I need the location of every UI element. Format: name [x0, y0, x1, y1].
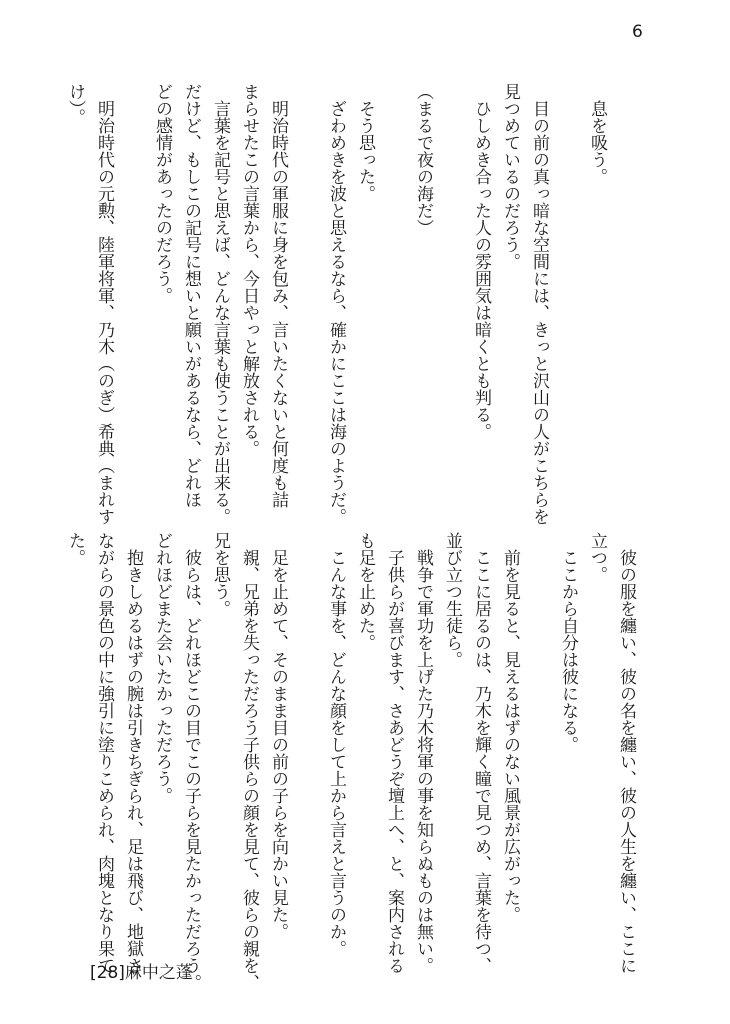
text-line: 言葉を記号と思えば、どんな言葉も使うことが出来る。	[210, 83, 230, 525]
text-line: 明治時代の元勲、陸軍将軍、乃木（のぎ）希典（まれす	[94, 83, 114, 525]
text-line: 抱きしめるはずの腕は引きちぎられ、足は飛び、地獄さ	[123, 532, 143, 974]
text-line: ここに居るのは、乃木を輝く瞳で見つめ、言葉を待つ、	[471, 532, 491, 974]
text-line: 見つめているのだろう。	[500, 83, 520, 270]
text-line: 目の前の真っ暗な空間には、きっと沢山の人がこちらを	[529, 83, 549, 525]
text-line: 戦争で軍功を上げた乃木将軍の事を知らぬものは無い。	[413, 532, 433, 974]
text-line	[524, 532, 553, 952]
text-line: け）。	[65, 83, 85, 126]
text-line	[437, 83, 466, 503]
text-line: ながらの景色の中に強引に塗りこめられ、肉塊となり果て	[94, 532, 114, 974]
text-line	[118, 83, 147, 503]
text-line: 兄を思う。	[210, 532, 230, 617]
text-line: 彼らは、どれほどこの目でこの子らを見たかっただろう。	[181, 532, 201, 991]
text-line: 親、兄弟を失っただろう子供らの顔を見て、彼らの親を、	[239, 532, 259, 991]
text-line: どれほどまた会いたかっただろう。	[152, 532, 172, 804]
text-line: こんな事を、どんな顔をして上から言えと言うのか。	[326, 532, 346, 957]
text-line: 明治時代の軍服に身を包み、言いたくないと何度も詰	[268, 83, 288, 508]
text-line: 並び立つ生徒ら。	[442, 532, 462, 668]
text-line: た。	[65, 532, 85, 566]
text-line: 子供らが喜びます、さあどうぞ壇上へ、と、案内される	[384, 532, 404, 974]
text-line	[292, 83, 321, 503]
text-line: も足を止めた。	[355, 532, 375, 651]
text-block-top	[60, 83, 640, 525]
text-line	[553, 83, 582, 503]
text-line: 息を吸う。	[587, 83, 607, 185]
author-credit: [28]麻中之蓬	[90, 963, 193, 983]
text-line: （まるで夜の海だ）	[413, 83, 433, 236]
text-line: まらせたこの言葉から、今日やっと解放される。	[239, 83, 259, 457]
text-line: ここから自分は彼になる。	[558, 532, 578, 753]
text-line: 彼の服を纏い、彼の名を纏い、彼の人生を纏い、ここに	[616, 532, 636, 974]
text-line: 前を見ると、見えるはずのない風景が広がった。	[500, 532, 520, 923]
text-line	[292, 532, 321, 952]
text-line: そう思った。	[355, 83, 375, 202]
text-line	[611, 83, 640, 503]
text-line: ひしめき合った人の雰囲気は暗くとも判る。	[471, 83, 491, 440]
text-line: 足を止めて、そのまま目の前の子らを向かい見た。	[268, 532, 288, 940]
text-line: 立つ。	[587, 532, 607, 583]
text-line: どの感情があったのだろう。	[152, 83, 172, 304]
text-line: ざわめきを波と思えるなら、確かにここは海のようだ。	[326, 83, 346, 525]
text-line	[379, 83, 408, 503]
page-number: 6	[632, 22, 643, 42]
text-line: だけど、もしこの記号に想いと願いがあるなら、どれほ	[181, 83, 201, 508]
